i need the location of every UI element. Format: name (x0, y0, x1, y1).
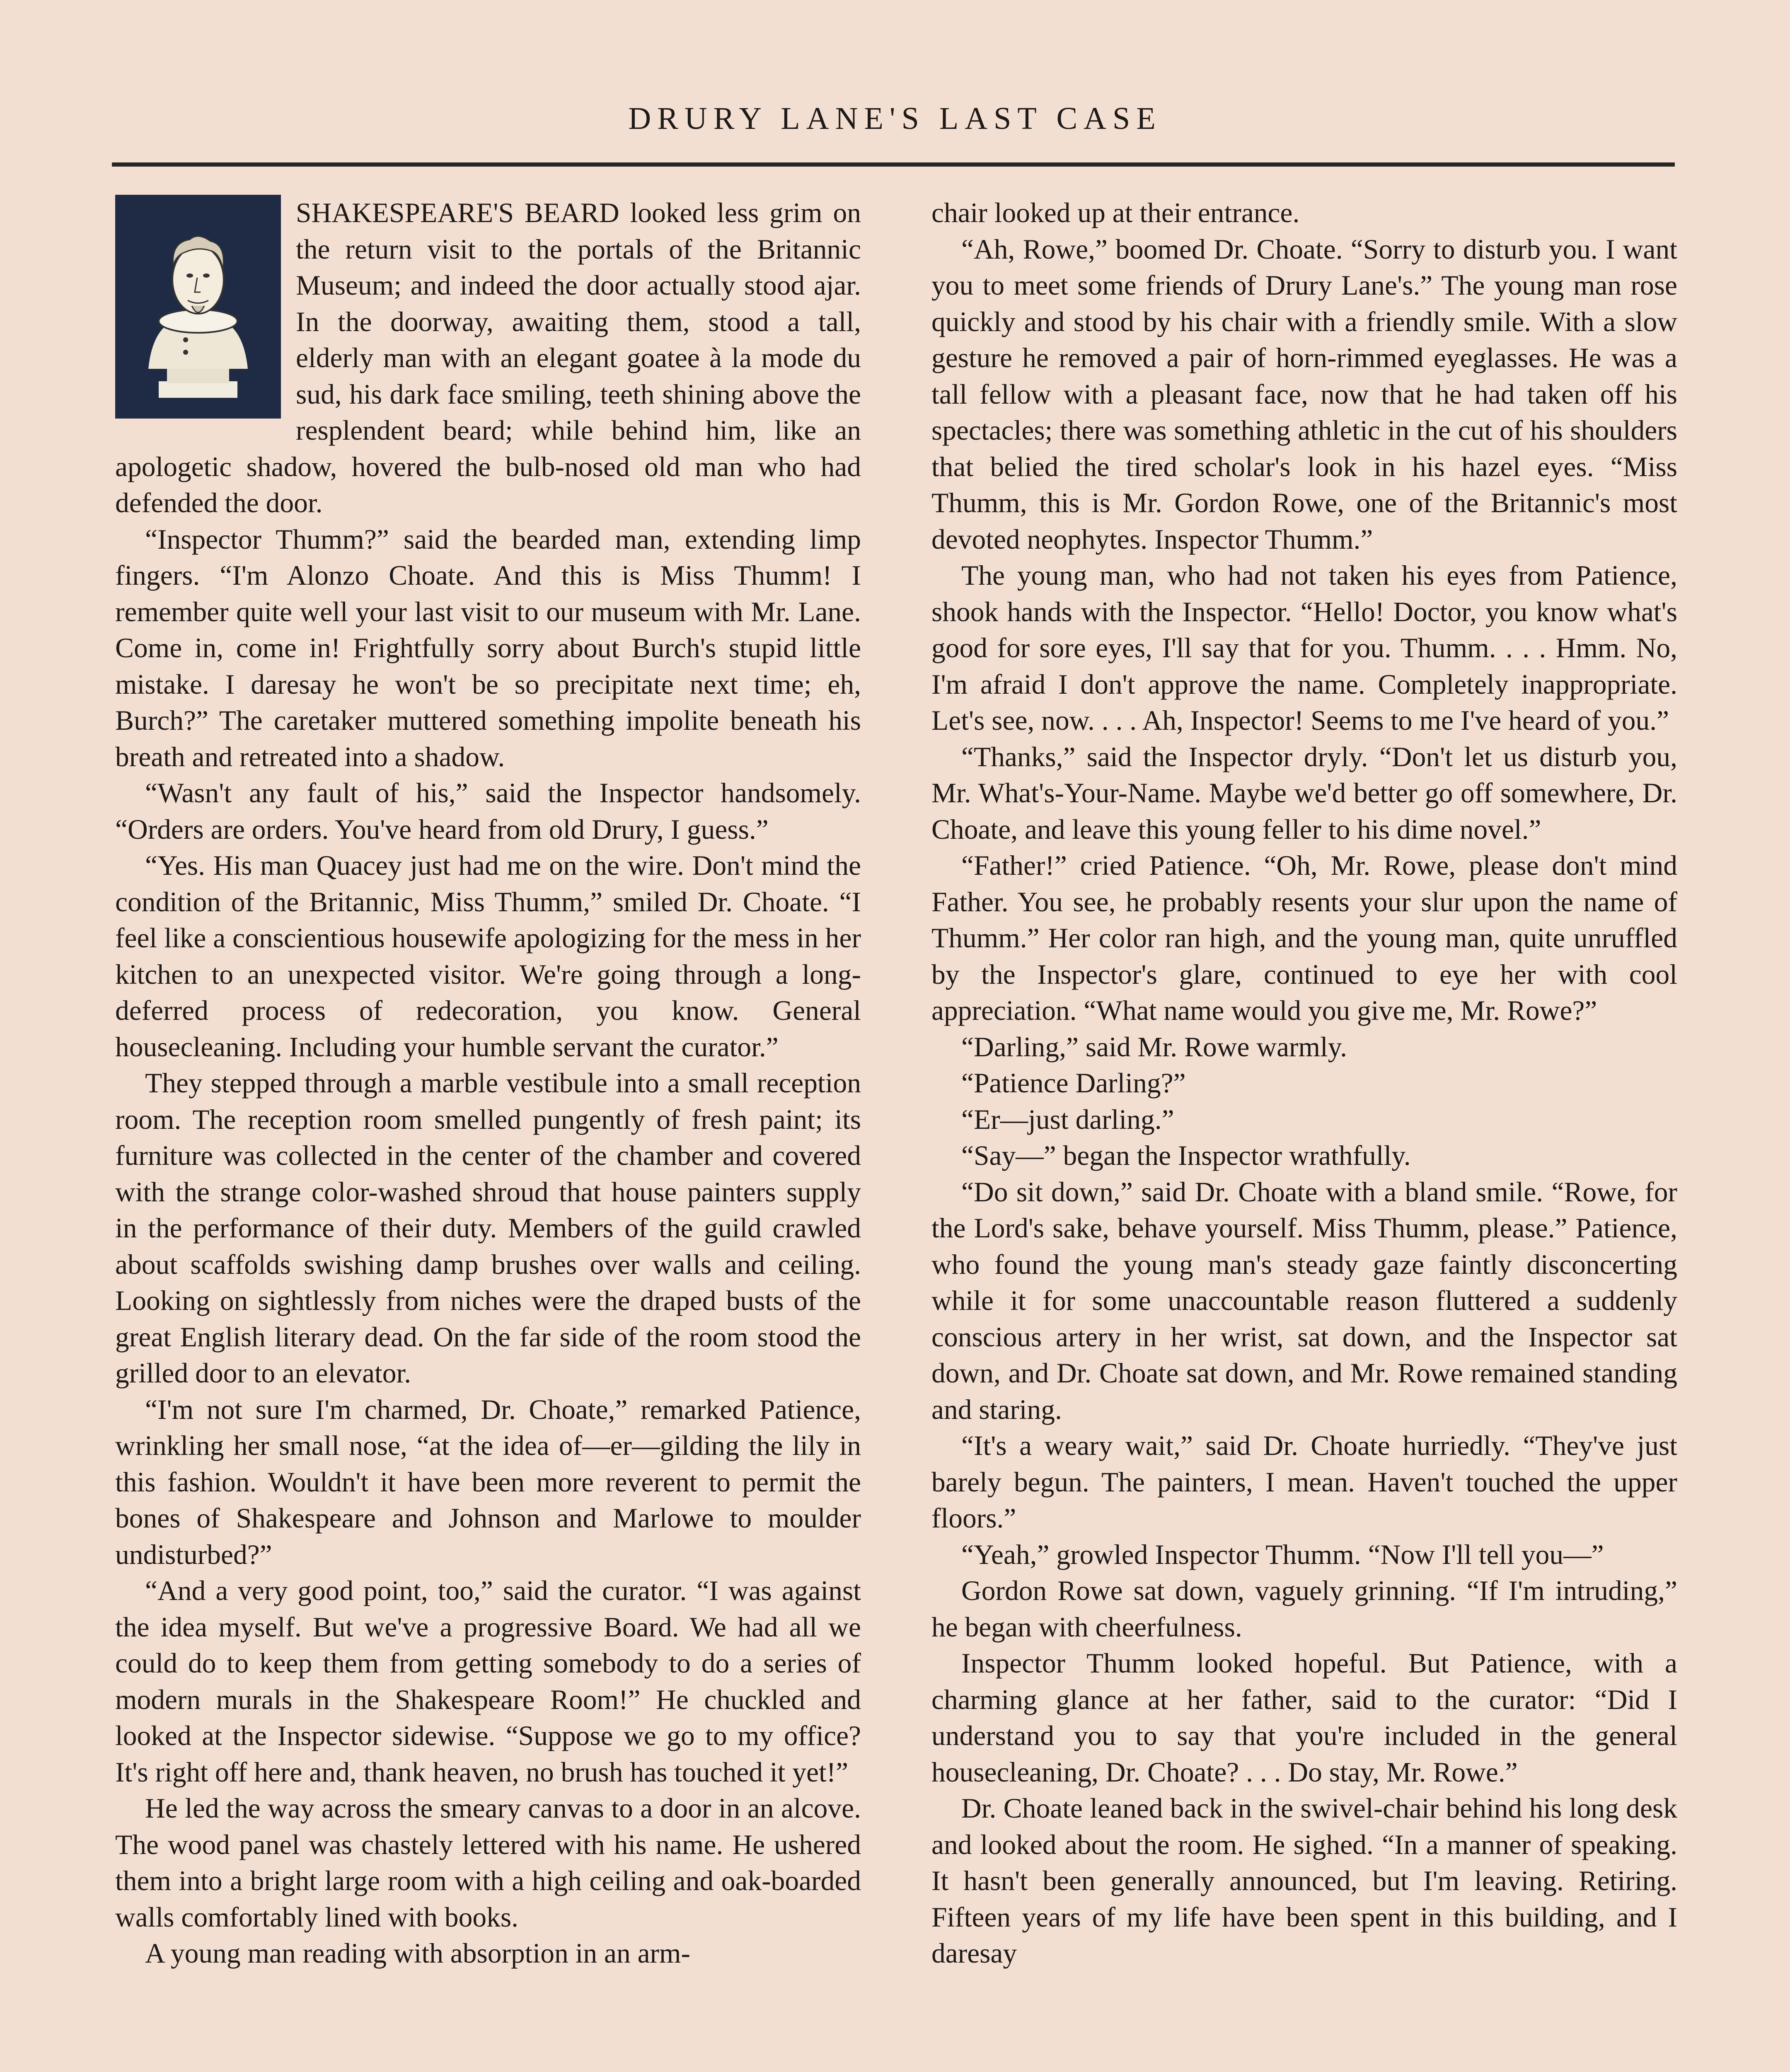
paragraph: “Ah, Rowe,” boomed Dr. Choate. “Sorry to disturb you. I want you to meet some friends of Drury Lane's.” The young man rose quickly and stood by his chair with a friendly smile. With a slow gesture he removed a pair of horn-rimmed eyeglasses. He was a tall fellow with a pleasant face, now that he had taken off his spectacles; there was something athletic in the cut of his shoulders that belied the tired scholar's look in his hazel eyes. “Miss Thumm, this is Mr. Gordon Rowe, one of the Britannic's most devoted neophytes. Inspector Thumm.” (931, 233, 1677, 555)
paragraph: “Darling,” said Mr. Rowe warmly. (961, 1031, 1347, 1063)
paragraph: “Say—” began the Inspector wrathfully. (961, 1140, 1411, 1171)
paragraph: “Patience Darling?” (961, 1067, 1186, 1099)
paragraph: Gordon Rowe sat down, vaguely grinning. “If I'm intruding,” he began with cheerfulness. (931, 1575, 1677, 1643)
paragraph: “Yes. His man Quacey just had me on the wire. Don't mind the condition of the Britannic, Miss Thumm,” smiled Dr. Choate. “I feel like a conscientious housewife apologizing for the mess in her kitchen to an unexpected visitor. We're going through a long-deferred process of redecoration, you know. General housecleaning. Including your humble servant the curator.” (115, 850, 861, 1063)
paragraph: Dr. Choate leaned back in the swivel-chair behind his long desk and looked about the room. He sighed. “In a manner of speaking. It hasn't been generally announced, but I'm leaving. Retiring. Fifteen years of my life have been spent in this building, and I daresay (931, 1793, 1677, 1969)
paragraph: “Wasn't any fault of his,” said the Inspector handsomely. “Orders are orders. You've heard from old Drury, I guess.” (115, 777, 861, 845)
paragraph: chair looked up at their entrance. (931, 197, 1300, 228)
paragraph: “Father!” cried Patience. “Oh, Mr. Rowe, please don't mind Father. You see, he probably resents your slur upon the name of Thumm.” Her color ran high, and the young man, quite unruffled by the Inspector's glare, continued to eye her with cool appreciation. “What name would you give me, Mr. Rowe?” (931, 850, 1677, 1026)
paragraph: “I'm not sure I'm charmed, Dr. Choate,” remarked Patience, wrinkling her small nose, “at the idea of—er—gilding the lily in this fashion. Wouldn't it have been more reverent to permit the bones of Shakespeare and Johnson and Marlowe to moulder undisturbed?” (115, 1394, 861, 1570)
paragraph: “Inspector Thumm?” said the bearded man, extending limp fingers. “I'm Alonzo Choate. And this is Miss Thumm! I remember quite well your last visit to our museum with Mr. Lane. Come in, come in! Frightfully sorry about Burch's stupid little mistake. I daresay he won't be so precipitate next time; eh, Burch?” The caretaker muttered something impolite beneath his breath and retreated into a shadow. (115, 523, 861, 772)
shakespeare-bust-icon (123, 203, 273, 410)
paragraph: “It's a weary wait,” said Dr. Choate hurriedly. “They've just barely begun. The painters, I mean. Haven't touched the upper floors.” (931, 1430, 1677, 1534)
paragraph: “And a very good point, too,” said the curator. “I was against the idea myself. But we've a progressive Board. We had all we could do to keep them from getting somebody to do a series of modern murals in the Shakespeare Room!” He chuckled and looked at the Inspector sidewise. “Suppose we go to my office? It's right off here and, thank heaven, no brush has touched it yet!” (115, 1575, 861, 1788)
running-head: DRURY LANE'S LAST CASE (628, 101, 1162, 136)
paragraph: A young man reading with absorption in an arm- (145, 1938, 690, 1969)
paragraph: Inspector Thumm looked hopeful. But Patience, with a charming glance at her father, said to the curator: “Did I understand you to say that you're included in the general housecleaning, Dr. Choate? . . . Do stay, Mr. Rowe.” (931, 1648, 1677, 1788)
paragraph: “Do sit down,” said Dr. Choate with a bland smile. “Rowe, for the Lord's sake, behave yourself. Miss Thumm, please.” Patience, who found the young man's steady gaze faintly disconcerting while it for some unaccountable reason fluttered a suddenly conscious artery in her wrist, sat down, and the Inspector sat down, and Dr. Choate sat down, and Mr. Rowe remained standing and staring. (931, 1176, 1677, 1425)
paragraph: “Yeah,” growled Inspector Thumm. “Now I'll tell you—” (961, 1539, 1604, 1570)
paragraph: “Thanks,” said the Inspector dryly. “Don't let us disturb you, Mr. What's-Your-Name. Maybe we'd better go off somewhere, Dr. Choate, and leave this young feller to his dime novel.” (931, 741, 1677, 845)
paragraph: They stepped through a marble vestibule into a small reception room. The reception room smelled pungently of fresh paint; its furniture was collected in the center of the chamber and covered with the strange color-washed shroud that house painters supply in the performance of their duty. Members of the guild crawled about scaffolds swishing damp brushes over walls and ceiling. Looking on sightlessly from niches were the draped busts of the great English literary dead. On the far side of the room stood the grilled door to an elevator. (115, 1067, 861, 1389)
paragraph: “Er—just darling.” (961, 1104, 1174, 1135)
shakespeare-bust-vignette (115, 195, 281, 419)
paragraph: The young man, who had not taken his eyes from Patience, shook hands with the Inspector. “Hello! Doctor, you know what's good for sore eyes, I'll say that for you. Thumm. . . . Hmm. No, I'm afraid I don't approve the name. Completely inappropriate. Let's see, now. . . . Ah, Inspector! Seems to me I've heard of you.” (931, 560, 1677, 736)
paragraph: He led the way across the smeary canvas to a door in an alcove. The wood panel was chastely lettered with his name. He ushered them into a bright large room with a high ceiling and oak-boarded walls comfortably lined with books. (115, 1793, 861, 1933)
header-rule (112, 162, 1675, 167)
left-column (115, 195, 861, 1972)
right-column (931, 195, 1677, 1972)
paragraph: SHAKESPEARE'S BEARD looked less grim on the return visit to the portals of the Britannic Museum; and indeed the door actually stood ajar. In the doorway, awaiting them, stood a tall, elderly man with an elegant goatee à la mode du sud, his dark face smiling, teeth shining above the resplendent beard; while behind him, like an apologetic shadow, hovered the bulb-nosed old man who had defended the door. (115, 197, 861, 518)
